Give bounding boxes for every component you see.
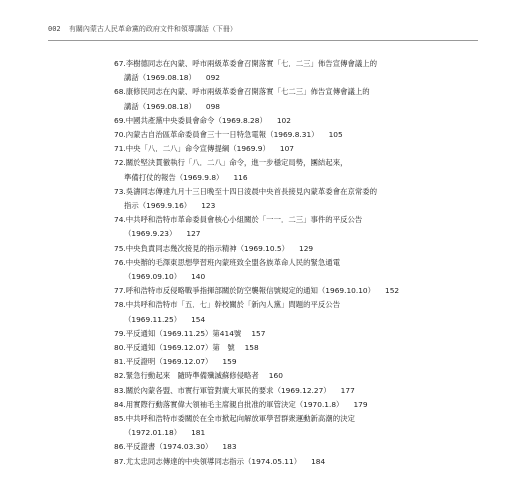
toc-entry-continuation: （1969.9.23） 127: [124, 229, 201, 239]
toc-entry-title: 80.平反通知（1969.12.07）第 號: [114, 343, 235, 353]
toc-entry-title: 81.平反證明（1969.12.07）: [114, 357, 213, 367]
toc-entry: [114, 284, 484, 298]
toc-entry-page: 179: [353, 399, 368, 409]
toc-entry: [114, 341, 484, 355]
toc-entry-title: 86.平反證書（1974.03.30）: [114, 442, 213, 452]
toc-entry: [114, 327, 484, 341]
toc-entry-page: 129: [299, 243, 314, 253]
toc-entry-page: 107: [279, 144, 294, 154]
toc-entry: [114, 440, 484, 454]
running-header: [48, 24, 478, 38]
table-of-contents: [114, 57, 484, 469]
toc-entry-page: 152: [385, 286, 400, 296]
toc-entry-page: 154: [191, 314, 206, 324]
header-divider: [48, 40, 478, 41]
toc-entry: [114, 384, 484, 398]
toc-entry-page: 181: [191, 428, 206, 438]
toc-entry-title: 79.平反通知（1969.11.25）第414號: [114, 328, 242, 338]
toc-entry-page: 158: [244, 343, 259, 353]
toc-entry-title: 78.中共呼和浩特市「五．七」幹校關於「新內人黨」問題的平反公告: [114, 300, 341, 310]
toc-entry-continuation: （1972.01.18） 181: [124, 428, 206, 438]
toc-entry-title: 82.緊急行動起來 隨時準備殲滅蘇修侵略者: [114, 371, 259, 381]
toc-entry-continuation: 指示（1969.9.16） 123: [124, 201, 216, 211]
toc-entry-title: 83.關於內蒙各盟、市實行軍管對廣大軍民的要求（1969.12.27）: [114, 385, 331, 395]
toc-entry-title: 70.內蒙古自治區革命委員會三十一日特急電報（1969.8.31）: [114, 130, 319, 140]
toc-entry-continuation: （1969.11.25） 154: [124, 314, 206, 324]
toc-entry: [114, 142, 484, 156]
toc-entry-continuation: 講話（1969.08.18） 098: [124, 101, 220, 111]
toc-entry: [114, 128, 484, 142]
toc-entry: [114, 156, 484, 184]
page-number: 002: [48, 25, 61, 33]
toc-entry-title: 67.李樹德同志在內蒙、呼市兩級革委會召開落實「七．二三」佈告宣傳會議上的: [114, 59, 378, 68]
toc-entry: [114, 355, 484, 369]
toc-entry: [114, 455, 484, 469]
toc-entry-title: 68.康修民同志在內蒙、呼市兩級革委會召開落實「七二三」佈告宣傳會議上的: [114, 87, 370, 97]
toc-entry-title: 69.中國共產黨中央委員會命令（1969.8.28）: [114, 115, 267, 125]
toc-entry-page: 116: [233, 172, 248, 182]
toc-entry-title: 85.中共呼和浩特市委關於在全市掀起向解放軍學習群衆運動新高潮的決定: [114, 414, 355, 424]
toc-entry-continuation: 準備打仗的報告（1969.9.8） 116: [124, 172, 248, 182]
toc-entry-page: 098: [205, 101, 220, 111]
toc-entry: [114, 57, 484, 85]
toc-entry-page: 140: [191, 272, 206, 282]
toc-entry-page: 092: [205, 73, 220, 83]
toc-entry-page: 127: [186, 229, 201, 239]
toc-entry: [114, 242, 484, 256]
toc-entry: [114, 85, 484, 113]
toc-entry-title: 74.中共呼和浩特市革命委員會核心小組關於「一一．二三」事件的平反公告: [114, 215, 363, 225]
toc-entry-continuation: （1969.09.10） 140: [124, 272, 206, 282]
toc-entry-title: 73.吳濤同志傳達九月十三日晚至十四日淩晨中央首長接見內蒙革委會在京常委的: [114, 186, 378, 196]
toc-entry: [114, 398, 484, 412]
toc-entry: [114, 185, 484, 213]
toc-entry: [114, 114, 484, 128]
toc-entry: [114, 369, 484, 383]
toc-entry-continuation: 講話（1969.08.18） 092: [124, 73, 220, 83]
toc-entry-title: 72.關於堅決貫徹執行「八．二八」命令，進一步穩定局勢，團結起來，: [114, 158, 348, 168]
toc-entry-page: 160: [268, 371, 283, 381]
toc-entry-title: 75.中央負責同志幾次接見的指示精神（1969.10.5）: [114, 243, 290, 253]
toc-entry: [114, 256, 484, 284]
toc-entry-title: 77.呼和浩特市反侵略戰爭指揮部關於防空襲報信號規定的通知（1969.10.10）: [114, 286, 376, 296]
book-title: 有關內蒙古人民革命黨的政府文件和領導講話（下冊）: [68, 25, 237, 33]
toc-entry-title: 71.中央「八．二八」命令宣傳提綱（1969.9）: [114, 144, 270, 154]
toc-entry-page: 184: [311, 456, 326, 466]
toc-entry-page: 102: [276, 115, 291, 125]
toc-entry: [114, 213, 484, 241]
toc-entry-page: 177: [340, 385, 355, 395]
toc-entry: [114, 412, 484, 440]
toc-entry-title: 87.尤太忠同志傳達的中央領導同志指示（1974.05.11）: [114, 456, 302, 466]
toc-entry-title: 76.中央辦的毛澤東思想學習班內蒙班致全盟各族革命人民的緊急通電: [114, 257, 341, 267]
toc-entry-page: 159: [222, 357, 237, 367]
toc-entry-page: 105: [328, 130, 343, 140]
toc-entry-page: 157: [251, 328, 266, 338]
toc-entry: [114, 298, 484, 326]
toc-entry-page: 183: [222, 442, 237, 452]
toc-entry-title: 84.用實際行動落實偉大領袖毛主席親自批准的軍管決定（1970.1.8）: [114, 399, 344, 409]
toc-entry-page: 123: [201, 201, 216, 211]
